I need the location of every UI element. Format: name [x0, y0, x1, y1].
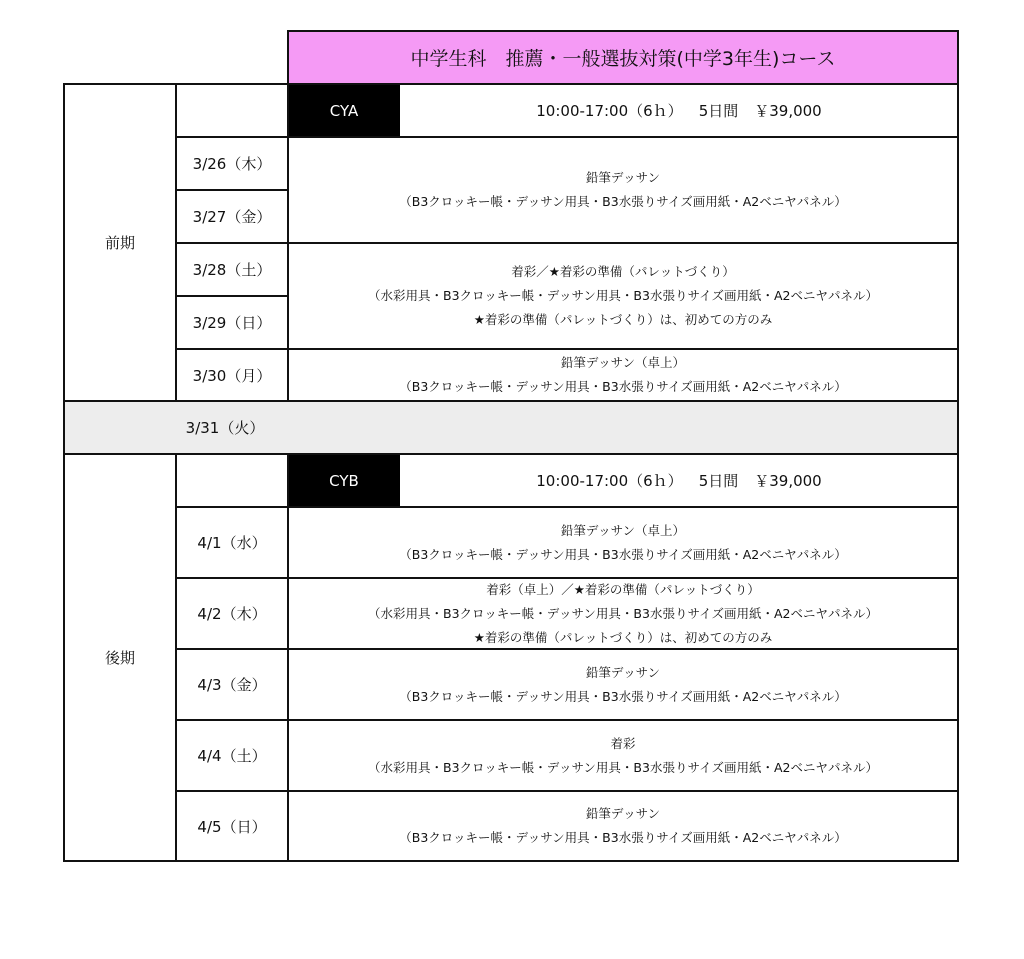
grid-line — [175, 648, 959, 650]
session-description — [288, 137, 958, 243]
session-note: ★着彩の準備（パレットづくり）は、初めての方のみ — [473, 629, 773, 645]
date-cell: 3/26（木） — [192, 155, 272, 173]
grid-line — [287, 83, 289, 401]
date-cell: 4/3（金） — [197, 676, 267, 694]
session-description — [288, 791, 958, 861]
grid-line — [957, 83, 959, 862]
course-time: 10:00-17:00（6ｈ） — [536, 102, 683, 120]
term-label-second: 後期 — [104, 649, 135, 667]
term-label-first: 前期 — [104, 234, 135, 252]
course-schedule-second — [400, 454, 958, 507]
date-cell: 4/2（木） — [197, 605, 267, 623]
date-cell: 3/27（金） — [192, 208, 272, 226]
date-cell: 3/28（土） — [192, 261, 272, 279]
grid-line — [957, 30, 959, 85]
course-price: ￥39,000 — [754, 472, 822, 490]
session-materials: （B3クロッキー帳・デッサン用具・B3水張りサイズ画用紙・A2ベニヤパネル） — [399, 379, 847, 394]
grid-line — [287, 453, 289, 862]
session-subject: 着彩（卓上）／★着彩の準備（パレットづくり） — [486, 581, 760, 597]
grid-line — [175, 577, 959, 579]
grid-line — [63, 400, 959, 402]
grid-line — [175, 790, 959, 792]
grid-line — [175, 719, 959, 721]
course-code-cya: CYA — [288, 84, 400, 137]
session-materials: （水彩用具・B3クロッキー帳・デッサン用具・B3水張りサイズ画用紙・A2ベニヤパネル） — [368, 759, 878, 775]
course-schedule-first — [400, 84, 958, 137]
session-description — [288, 349, 958, 401]
session-materials: （B3クロッキー帳・デッサン用具・B3水張りサイズ画用紙・A2ベニヤパネル） — [399, 194, 847, 209]
session-note: ★着彩の準備（パレットづくり）は、初めての方のみ — [473, 312, 773, 327]
grid-line — [175, 506, 959, 508]
session-materials: （B3クロッキー帳・デッサン用具・B3水張りサイズ画用紙・A2ベニヤパネル） — [399, 546, 847, 562]
course-days: 5日間 — [698, 472, 739, 490]
session-description — [288, 243, 958, 349]
grid-line — [175, 136, 959, 138]
course-price: ￥39,000 — [754, 102, 822, 120]
grid-line — [175, 189, 288, 191]
session-subject: 鉛筆デッサン — [585, 806, 661, 821]
grid-line — [175, 453, 177, 862]
date-cell: 4/1（水） — [197, 534, 267, 552]
session-subject: 着彩 — [610, 735, 636, 751]
session-subject: 鉛筆デッサン — [585, 664, 661, 680]
session-description — [288, 649, 958, 720]
session-subject: 着彩／★着彩の準備（パレットづくり） — [511, 264, 735, 279]
grid-line — [63, 453, 959, 455]
session-materials: （水彩用具・B3クロッキー帳・デッサン用具・B3水張りサイズ画用紙・A2ベニヤパネル） — [368, 605, 878, 621]
session-materials: （水彩用具・B3クロッキー帳・デッサン用具・B3水張りサイズ画用紙・A2ベニヤパネル） — [368, 288, 878, 303]
grid-line — [287, 30, 289, 85]
session-subject: 鉛筆デッサン — [585, 170, 661, 185]
date-cell: 4/4（土） — [197, 747, 267, 765]
grid-line — [175, 348, 959, 350]
course-days: 5日間 — [698, 102, 739, 120]
course-title: 中学生科 推薦・一般選抜対策(中学3年生)コース — [288, 31, 958, 84]
session-materials: （B3クロッキー帳・デッサン用具・B3水張りサイズ画用紙・A2ベニヤパネル） — [399, 688, 847, 704]
grid-line — [175, 295, 288, 297]
session-description — [288, 507, 958, 578]
grid-line — [63, 860, 959, 862]
grid-line — [63, 83, 959, 85]
date-cell: 3/30（月） — [192, 366, 272, 385]
session-description — [288, 578, 958, 649]
grid-line — [63, 83, 65, 862]
session-description — [288, 720, 958, 791]
grid-line — [287, 30, 959, 32]
grid-line — [175, 83, 177, 401]
session-subject: 鉛筆デッサン（卓上） — [560, 355, 686, 370]
course-code-cyb: CYB — [288, 454, 400, 507]
session-subject: 鉛筆デッサン（卓上） — [560, 522, 686, 538]
grid-line — [175, 242, 959, 244]
date-cell: 3/29（日） — [192, 314, 272, 332]
break-date: 3/31（火） — [185, 419, 265, 437]
date-cell: 4/5（日） — [197, 817, 267, 836]
course-time: 10:00-17:00（6ｈ） — [536, 472, 683, 490]
session-materials: （B3クロッキー帳・デッサン用具・B3水張りサイズ画用紙・A2ベニヤパネル） — [399, 830, 847, 845]
